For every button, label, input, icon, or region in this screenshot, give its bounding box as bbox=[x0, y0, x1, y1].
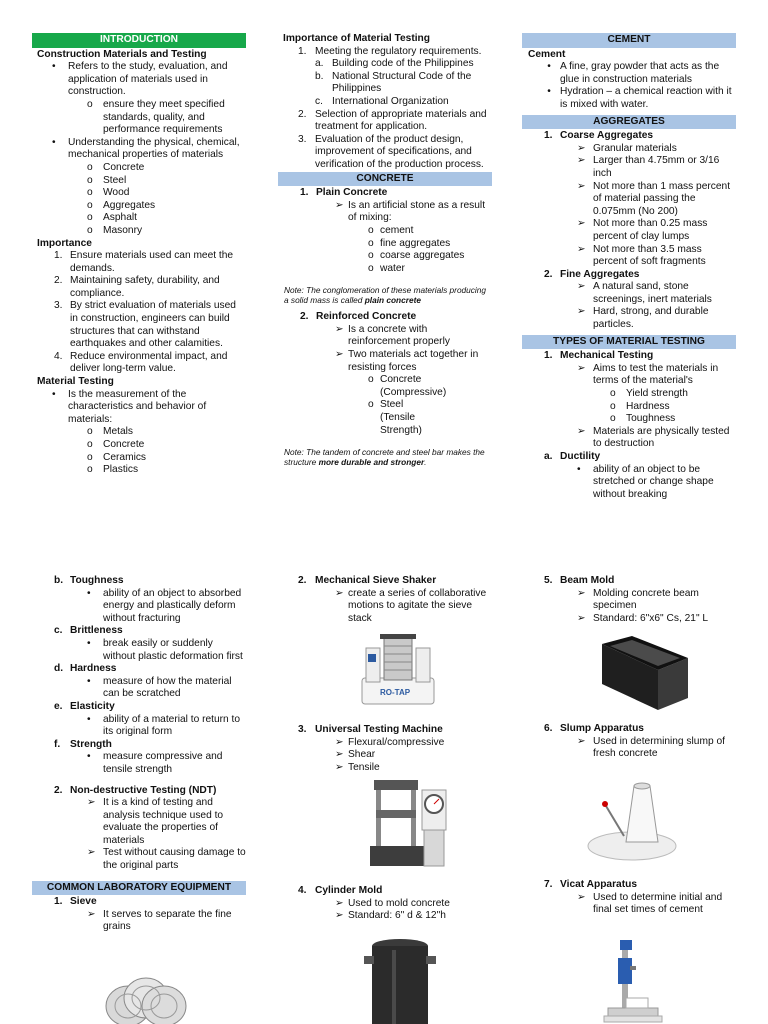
vicat-title: 7. Vicat Apparatus bbox=[544, 879, 637, 890]
fine-aggregates-title: 2. Fine Aggregates bbox=[544, 268, 640, 280]
sieve-title: 1. Sieve bbox=[54, 896, 97, 908]
column-properties bbox=[32, 575, 246, 934]
list-item: ➢ Is a concrete with reinforcement properly bbox=[335, 323, 450, 348]
list-item: o coarse aggregates bbox=[368, 250, 465, 262]
ndt-title: 2. Non-destructive Testing (NDT) bbox=[54, 784, 217, 796]
list-item: • measure compressive and tensile strength bbox=[87, 751, 223, 775]
list-item: ➢ It is a kind of testing and analysis technique used to evaluate the properties of materials bbox=[87, 797, 224, 846]
equipment-vicat bbox=[522, 879, 736, 917]
list-item: 3. By strict evaluation of materials used in construction, engineers can build structures that can withstand earthquakes and other calamities. bbox=[54, 300, 236, 350]
list-item: ➢ Two materials act together in resisting forces bbox=[335, 349, 479, 373]
list-item: ➢ Not more than 3.5 mass percent of soft fragments bbox=[577, 243, 706, 268]
list-item: ➢ Not more than 0.25 mass percent of clay lumps bbox=[577, 218, 708, 242]
elasticity-title: e. Elasticity bbox=[54, 700, 115, 712]
toughness-title: b. Toughness bbox=[54, 575, 124, 586]
cement-title: Cement bbox=[528, 48, 566, 60]
list-item: ➢ Materials are physically tested to destruction bbox=[577, 425, 730, 450]
utm-title: 3. Universal Testing Machine bbox=[298, 724, 443, 735]
equipment-cylinder-mold bbox=[278, 885, 492, 923]
list-item: o Metals bbox=[87, 426, 134, 438]
list-item: ➢ create a series of collaborative motions to agitate the sieve stack bbox=[335, 587, 487, 624]
list-item: ➢ Hard, strong, and durable particles. bbox=[577, 306, 709, 331]
sieve-shaker-title: 2. Mechanical Sieve Shaker bbox=[298, 575, 437, 586]
list-item: • A fine, gray powder that acts as the glue in construction materials bbox=[547, 61, 720, 85]
list-item: o Steel (Tensile Strength) bbox=[368, 399, 422, 436]
list-item: o Concrete bbox=[87, 161, 145, 173]
list-item: • ability of a material to return to its original form bbox=[87, 713, 241, 738]
list-item: ➢ Flexural/compressive bbox=[335, 736, 445, 748]
list-item: • Understanding the physical, chemical, mechanical properties of materials bbox=[52, 136, 240, 161]
list-item: • Hydration – a chemical reaction with it is mixed with water. bbox=[547, 86, 732, 110]
list-item: ➢ Standard: 6"x6" Cs, 21" L bbox=[577, 612, 709, 624]
list-item: o Toughness bbox=[610, 413, 676, 425]
list-item: o ensure they meet specified standards, quality, and performance requirements bbox=[87, 98, 225, 136]
list-item: o cement bbox=[368, 224, 414, 236]
column-cement bbox=[522, 33, 736, 501]
list-item: ➢ Used to determine initial and final set times of cement bbox=[577, 891, 723, 916]
list-item: 3. Evaluation of the product design, improvement of specifications, and verification of the production process. bbox=[298, 133, 484, 170]
list-item: 2. Maintaining safety, durability, and compliance. bbox=[54, 275, 220, 299]
cmt-title: Construction Materials and Testing bbox=[37, 48, 207, 60]
sieve-image bbox=[100, 976, 192, 1024]
list-item: o Steel bbox=[87, 174, 127, 186]
intro-header: INTRODUCTION bbox=[32, 33, 246, 48]
list-item: o Masonry bbox=[87, 224, 143, 236]
strength-title: f. Strength bbox=[54, 738, 112, 750]
brittleness-title: c. Brittleness bbox=[54, 625, 123, 637]
list-item: ➢ Tensile bbox=[335, 761, 380, 773]
list-item: • Refers to the study, evaluation, and application of materials used in construction. bbox=[52, 61, 228, 98]
coarse-aggregates-title: 1. Coarse Aggregates bbox=[544, 130, 654, 142]
list-item: o fine aggregates bbox=[368, 237, 451, 249]
rotap-label: RO-TAP bbox=[380, 688, 411, 697]
aggregates-header: AGGREGATES bbox=[522, 115, 736, 130]
slump-apparatus-image bbox=[584, 772, 680, 864]
equipment-beam-mold bbox=[522, 575, 736, 625]
list-item: ➢ Molding concrete beam specimen bbox=[577, 587, 699, 612]
list-item: 1. Meeting the regulatory requirements. bbox=[298, 45, 482, 57]
sieve-shaker-image bbox=[358, 630, 438, 708]
lab-equipment-header: COMMON LABORATORY EQUIPMENT bbox=[32, 881, 246, 896]
list-item: • measure of how the material can be scratched bbox=[87, 675, 232, 700]
material-testing-title: Material Testing bbox=[37, 376, 114, 388]
list-item: o Yield strength bbox=[610, 388, 688, 400]
beam-mold-image bbox=[598, 636, 690, 712]
reinforced-concrete-title: 2. Reinforced Concrete bbox=[300, 311, 417, 323]
list-item: o water bbox=[368, 262, 405, 274]
list-item: b. National Structural Code of the Philippines bbox=[315, 70, 472, 95]
list-item: ➢ Used to mold concrete bbox=[335, 897, 450, 909]
list-item: ➢ Granular materials bbox=[577, 142, 677, 154]
list-item: ➢ Test without causing damage to the original parts bbox=[87, 847, 246, 872]
list-item: ➢ Aims to test the materials in terms of the material's bbox=[577, 362, 719, 387]
list-item: ➢ A natural sand, stone screenings, inert materials bbox=[577, 281, 712, 305]
note-plain-concrete: Note: The conglomeration of these materials producing a solid mass is called plain concrete bbox=[284, 285, 487, 306]
cement-header: CEMENT bbox=[522, 33, 736, 48]
concrete-header: CONCRETE bbox=[278, 172, 492, 187]
slump-title: 6. Slump Apparatus bbox=[544, 723, 644, 734]
vicat-apparatus-image bbox=[600, 936, 664, 1024]
column-intro bbox=[32, 33, 246, 477]
hardness-title: d. Hardness bbox=[54, 663, 117, 675]
list-item: ➢ Larger than 4.75mm or 3/16 inch bbox=[577, 155, 720, 179]
list-item: ➢ Not more than 1 mass percent of material passing the 0.075mm (No 200) bbox=[577, 180, 731, 217]
list-item: ➢ It serves to separate the fine grains bbox=[87, 908, 232, 933]
list-item: ➢ Is an artificial stone as a result of mixing: bbox=[335, 199, 486, 224]
list-item: o Aggregates bbox=[87, 199, 156, 211]
list-item: o Ceramics bbox=[87, 451, 147, 463]
equipment-utm bbox=[278, 724, 492, 774]
list-item: o Asphalt bbox=[87, 212, 137, 224]
list-item: • break easily or suddenly without plastic deformation first bbox=[87, 637, 243, 662]
mechanical-testing-title: 1. Mechanical Testing bbox=[544, 350, 654, 362]
note-reinforced-concrete: Note: The tandem of concrete and steel bar makes the structure more durable and stronger. bbox=[284, 447, 485, 468]
list-item: o Plastics bbox=[87, 464, 139, 476]
list-item: c. International Organization bbox=[315, 95, 449, 107]
testing-types-header: TYPES OF MATERIAL TESTING bbox=[522, 335, 736, 350]
column-material-testing bbox=[278, 33, 492, 473]
ductility-title: a. Ductility bbox=[544, 451, 601, 462]
list-item: • Is the measurement of the characteristics and behavior of materials: bbox=[52, 388, 207, 425]
list-item: o Wood bbox=[87, 187, 130, 199]
beam-mold-title: 5. Beam Mold bbox=[544, 575, 615, 586]
imt-title: Importance of Material Testing bbox=[283, 33, 430, 44]
equipment-shaker bbox=[278, 575, 492, 625]
list-item: • ability of an object to absorbed energy and plastically deform without fracturing bbox=[87, 587, 242, 624]
cylinder-mold-title: 4. Cylinder Mold bbox=[298, 885, 383, 896]
utm-image bbox=[362, 776, 452, 868]
list-item: ➢ Shear bbox=[335, 749, 376, 761]
list-item: o Concrete (Compressive) bbox=[368, 374, 447, 398]
list-item: ➢ Standard: 6" d & 12"h bbox=[335, 910, 446, 922]
list-item: • ability of an object to be stretched or change shape without breaking bbox=[577, 463, 714, 500]
importance-title: Importance bbox=[37, 237, 92, 249]
list-item: 1. Ensure materials used can meet the demands. bbox=[54, 250, 234, 274]
list-item: 2. Selection of appropriate materials and treatment for application. bbox=[298, 108, 487, 133]
list-item: ➢ Used in determining slump of fresh concrete bbox=[577, 735, 725, 760]
list-item: o Hardness bbox=[610, 400, 670, 412]
cylinder-mold-image bbox=[362, 936, 438, 1024]
list-item: a. Building code of the Philippines bbox=[315, 58, 474, 70]
list-item: 4. Reduce environmental impact, and deliver long-term value. bbox=[54, 350, 228, 375]
plain-concrete-title: 1. Plain Concrete bbox=[300, 187, 388, 199]
list-item: o Concrete bbox=[87, 439, 145, 450]
equipment-slump bbox=[522, 723, 736, 761]
